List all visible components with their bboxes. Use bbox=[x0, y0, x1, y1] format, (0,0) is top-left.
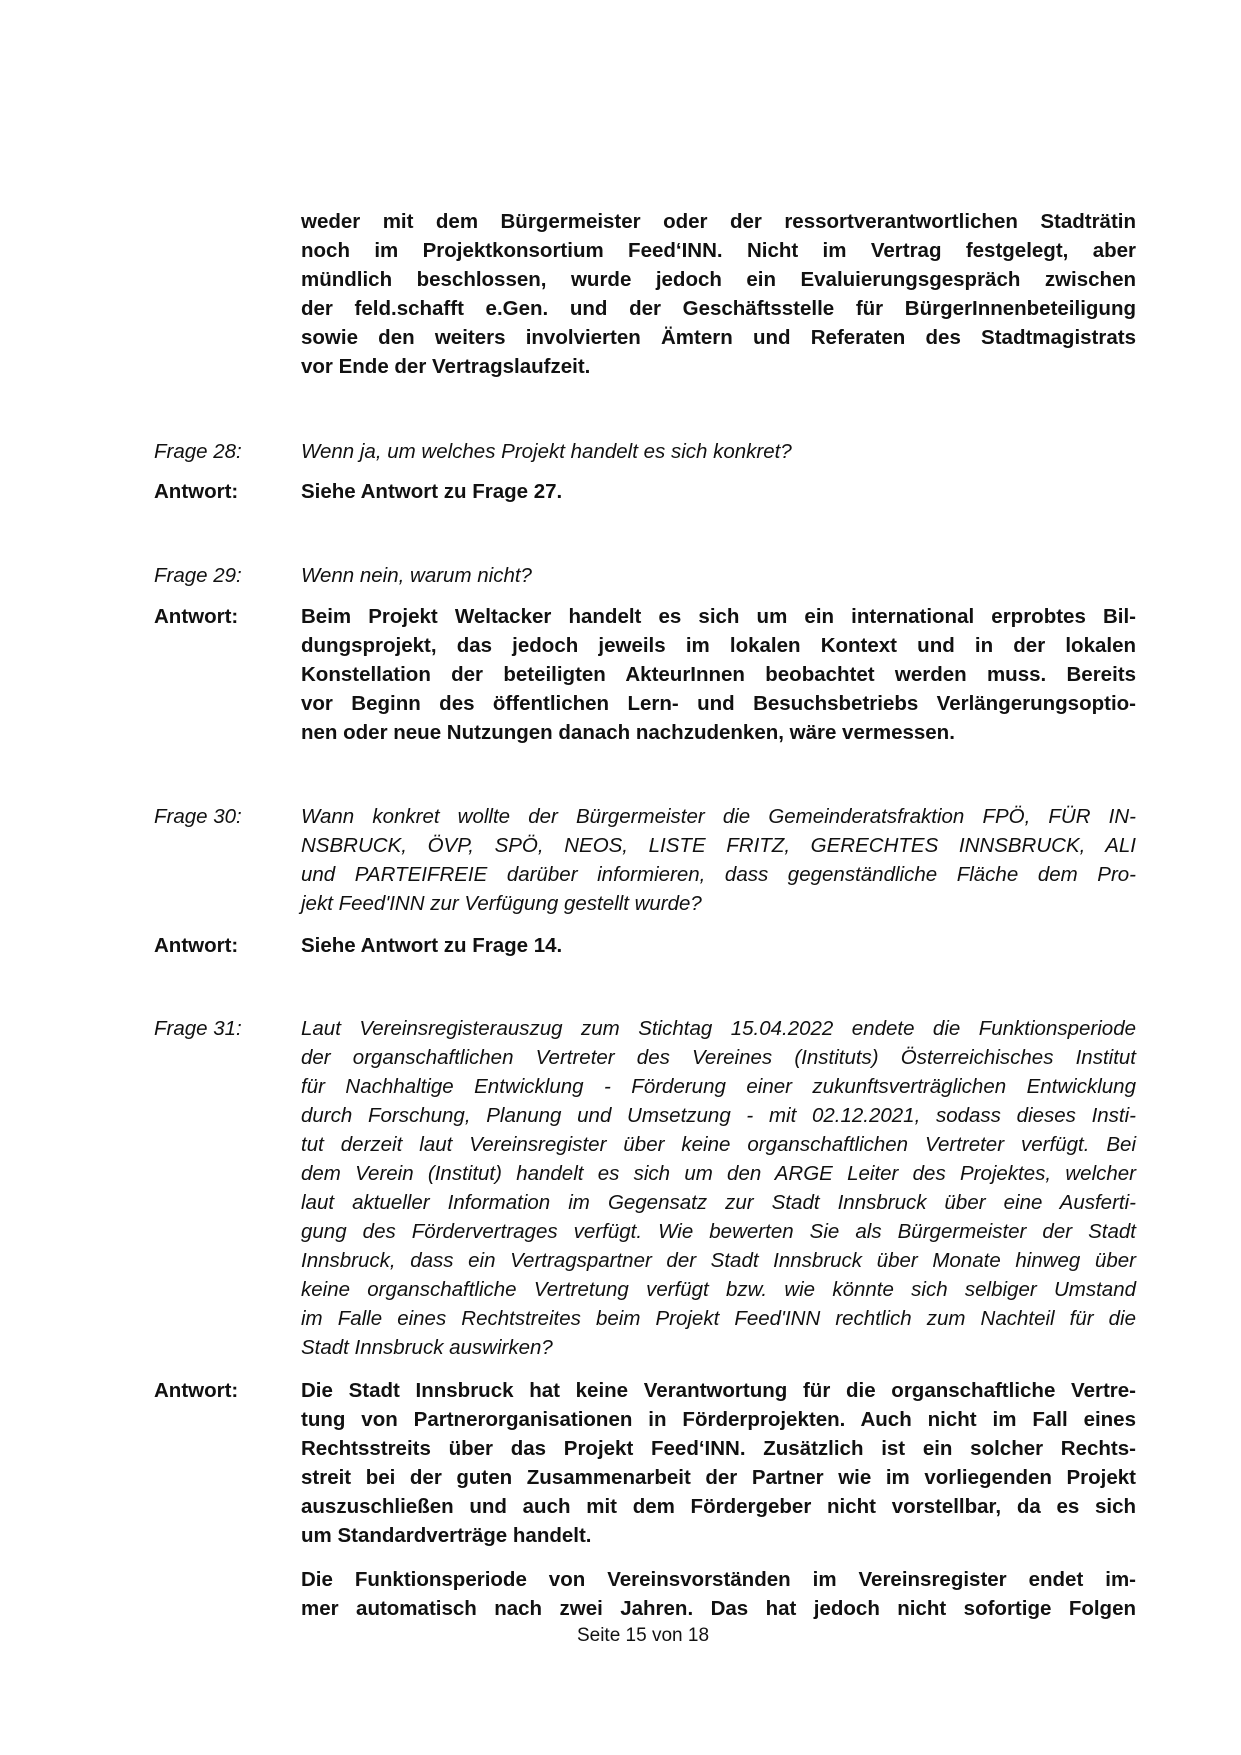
text-line: auszuschließen und auch mit dem Fördergeber nicht vorstellbar, da es sich bbox=[301, 1495, 1136, 1518]
text-line: um Standardverträge handelt. bbox=[301, 1524, 592, 1547]
question-30-label: Frage 30: bbox=[154, 805, 242, 828]
text-line: und PARTEIFREIE darüber informieren, dass gegenständliche Fläche dem Pro- bbox=[301, 863, 1136, 886]
text-line: Die Funktionsperiode von Vereinsvorständen im Vereinsregister endet im- bbox=[301, 1568, 1136, 1591]
question-28-text bbox=[301, 437, 1136, 466]
text-line: Rechtsstreits über das Projekt Feed‘INN. Zusätzlich ist ein solcher Rechts- bbox=[301, 1437, 1136, 1460]
text-line: tut derzeit laut Vereinsregister über keine organschaftlichen Vertreter verfügt. Bei bbox=[301, 1133, 1136, 1156]
text-line: Innsbruck, dass ein Vertragspartner der Stadt Innsbruck über Monate hinweg über bbox=[301, 1249, 1136, 1272]
text-line: Wann konkret wollte der Bürgermeister die Gemeinderatsfraktion FPÖ, FÜR IN- bbox=[301, 805, 1136, 828]
text-line: dem Verein (Institut) handelt es sich um den ARGE Leiter des Projektes, welcher bbox=[301, 1162, 1136, 1185]
question-29-text bbox=[301, 561, 1136, 590]
text-line: Konstellation der beteiligten AkteurInnen beobachtet werden muss. Bereits bbox=[301, 663, 1136, 686]
text-line: NSBRUCK, ÖVP, SPÖ, NEOS, LISTE FRITZ, GERECHTES INNSBRUCK, ALI bbox=[301, 834, 1136, 857]
text-line: tung von Partnerorganisationen in Förderprojekten. Auch nicht im Fall eines bbox=[301, 1408, 1136, 1431]
text-line: für Nachhaltige Entwicklung - Förderung einer zukunftsverträglichen Entwicklung bbox=[301, 1075, 1136, 1098]
answer-27-continuation bbox=[301, 207, 1136, 381]
text-line: keine organschaftliche Vertretung verfügt bzw. wie könnte sich selbiger Umstand bbox=[301, 1278, 1136, 1301]
answer-31-text bbox=[301, 1376, 1136, 1550]
text-line: weder mit dem Bürgermeister oder der ressortverantwortlichen Stadträtin bbox=[301, 210, 1136, 233]
question-30-text bbox=[301, 802, 1136, 918]
text-line: Wenn nein, warum nicht? bbox=[301, 564, 532, 587]
text-line: streit bei der guten Zusammenarbeit der Partner wie im vorliegenden Projekt bbox=[301, 1466, 1136, 1489]
text-line: jekt Feed'INN zur Verfügung gestellt wurde? bbox=[301, 892, 702, 915]
text-line: sowie den weiters involvierten Ämtern und Referaten des Stadtmagistrats bbox=[301, 326, 1136, 349]
text-line: noch im Projektkonsortium Feed‘INN. Nicht im Vertrag festgelegt, aber bbox=[301, 239, 1136, 262]
text-line: vor Beginn des öffentlichen Lern- und Besuchsbetriebs Verlängerungsoptio- bbox=[301, 692, 1136, 715]
text-line: Die Stadt Innsbruck hat keine Verantwortung für die organschaftliche Vertre- bbox=[301, 1379, 1136, 1402]
text-line: nen oder neue Nutzungen danach nachzudenken, wäre vermessen. bbox=[301, 721, 955, 744]
answer-28-text bbox=[301, 477, 1136, 506]
text-line: der feld.schafft e.Gen. und der Geschäftsstelle für BürgerInnenbeteiligung bbox=[301, 297, 1136, 320]
text-line: Siehe Antwort zu Frage 14. bbox=[301, 934, 563, 957]
text-line: Stadt Innsbruck auswirken? bbox=[301, 1336, 553, 1359]
text-line: dungsprojekt, das jedoch jeweils im lokalen Kontext und in der lokalen bbox=[301, 634, 1136, 657]
answer-31-label: Antwort: bbox=[154, 1379, 239, 1402]
text-line: Wenn ja, um welches Projekt handelt es sich konkret? bbox=[301, 440, 792, 463]
text-line: im Falle eines Rechtstreites beim Projekt Feed'INN rechtlich zum Nachteil für die bbox=[301, 1307, 1136, 1330]
text-line: gung des Fördervertrages verfügt. Wie bewerten Sie als Bürgermeister der Stadt bbox=[301, 1220, 1136, 1243]
text-line: Beim Projekt Weltacker handelt es sich um ein international erprobtes Bil- bbox=[301, 605, 1136, 628]
text-line: mer automatisch nach zwei Jahren. Das hat jedoch nicht sofortige Folgen bbox=[301, 1597, 1136, 1620]
question-29-label: Frage 29: bbox=[154, 564, 242, 587]
text-line: laut aktueller Information im Gegensatz zur Stadt Innsbruck über eine Ausferti- bbox=[301, 1191, 1136, 1214]
answer-29-label: Antwort: bbox=[154, 605, 239, 628]
text-line: durch Forschung, Planung und Umsetzung - mit 02.12.2021, sodass dieses Insti- bbox=[301, 1104, 1136, 1127]
text-line: Siehe Antwort zu Frage 27. bbox=[301, 480, 563, 503]
question-28-label: Frage 28: bbox=[154, 440, 242, 463]
text-line: Laut Vereinsregisterauszug zum Stichtag 15.04.2022 endete die Funktionsperiode bbox=[301, 1017, 1136, 1040]
question-31-label: Frage 31: bbox=[154, 1017, 242, 1040]
question-31-text bbox=[301, 1014, 1136, 1362]
answer-30-label: Antwort: bbox=[154, 934, 239, 957]
answer-31-paragraph-2 bbox=[301, 1565, 1136, 1623]
text-line: der organschaftlichen Vertreter des Vereines (Instituts) Österreichisches Institut bbox=[301, 1046, 1136, 1069]
answer-30-text bbox=[301, 931, 1136, 960]
text-line: vor Ende der Vertragslaufzeit. bbox=[301, 355, 591, 378]
page-number: Seite 15 von 18 bbox=[576, 1625, 710, 1646]
answer-28-label: Antwort: bbox=[154, 480, 239, 503]
text-line: mündlich beschlossen, wurde jedoch ein Evaluierungsgespräch zwischen bbox=[301, 268, 1136, 291]
answer-29-text bbox=[301, 602, 1136, 747]
